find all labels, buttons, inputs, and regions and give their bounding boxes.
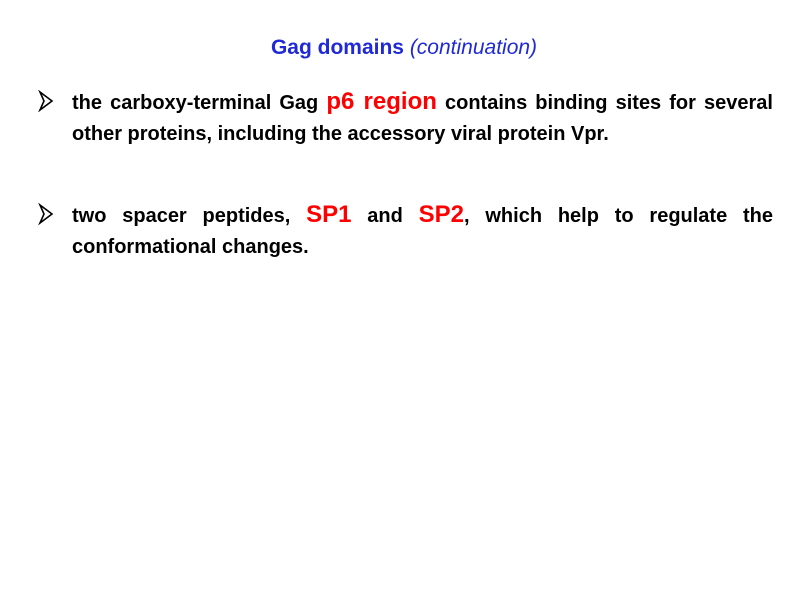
arrow-bullet-icon [38,90,56,112]
highlight-p6-region: p6 region [326,88,437,115]
slide-title [0,33,800,63]
highlight-sp2: SP2 [418,201,465,228]
bullet-item-p6 [38,86,773,150]
bullet-text [72,86,773,150]
bullet-text-before: the carboxy-terminal Gag [72,92,327,114]
bullet-text-middle: and [351,205,419,227]
arrow-bullet-icon [38,203,56,225]
bullet-text [72,199,773,263]
bullet-text-after: , which help to regulate the conformational changes. [72,205,774,258]
title-main: Gag domains [270,36,404,59]
title-sub: (continuation) [409,36,538,59]
bullet-text-after: contains binding sites for several other proteins, including the accessory viral protein Vpr. [72,92,773,145]
bullet-text-before: two spacer peptides, [72,205,307,227]
highlight-sp1: SP1 [306,201,352,228]
bullet-item-spacer-peptides [38,199,773,263]
